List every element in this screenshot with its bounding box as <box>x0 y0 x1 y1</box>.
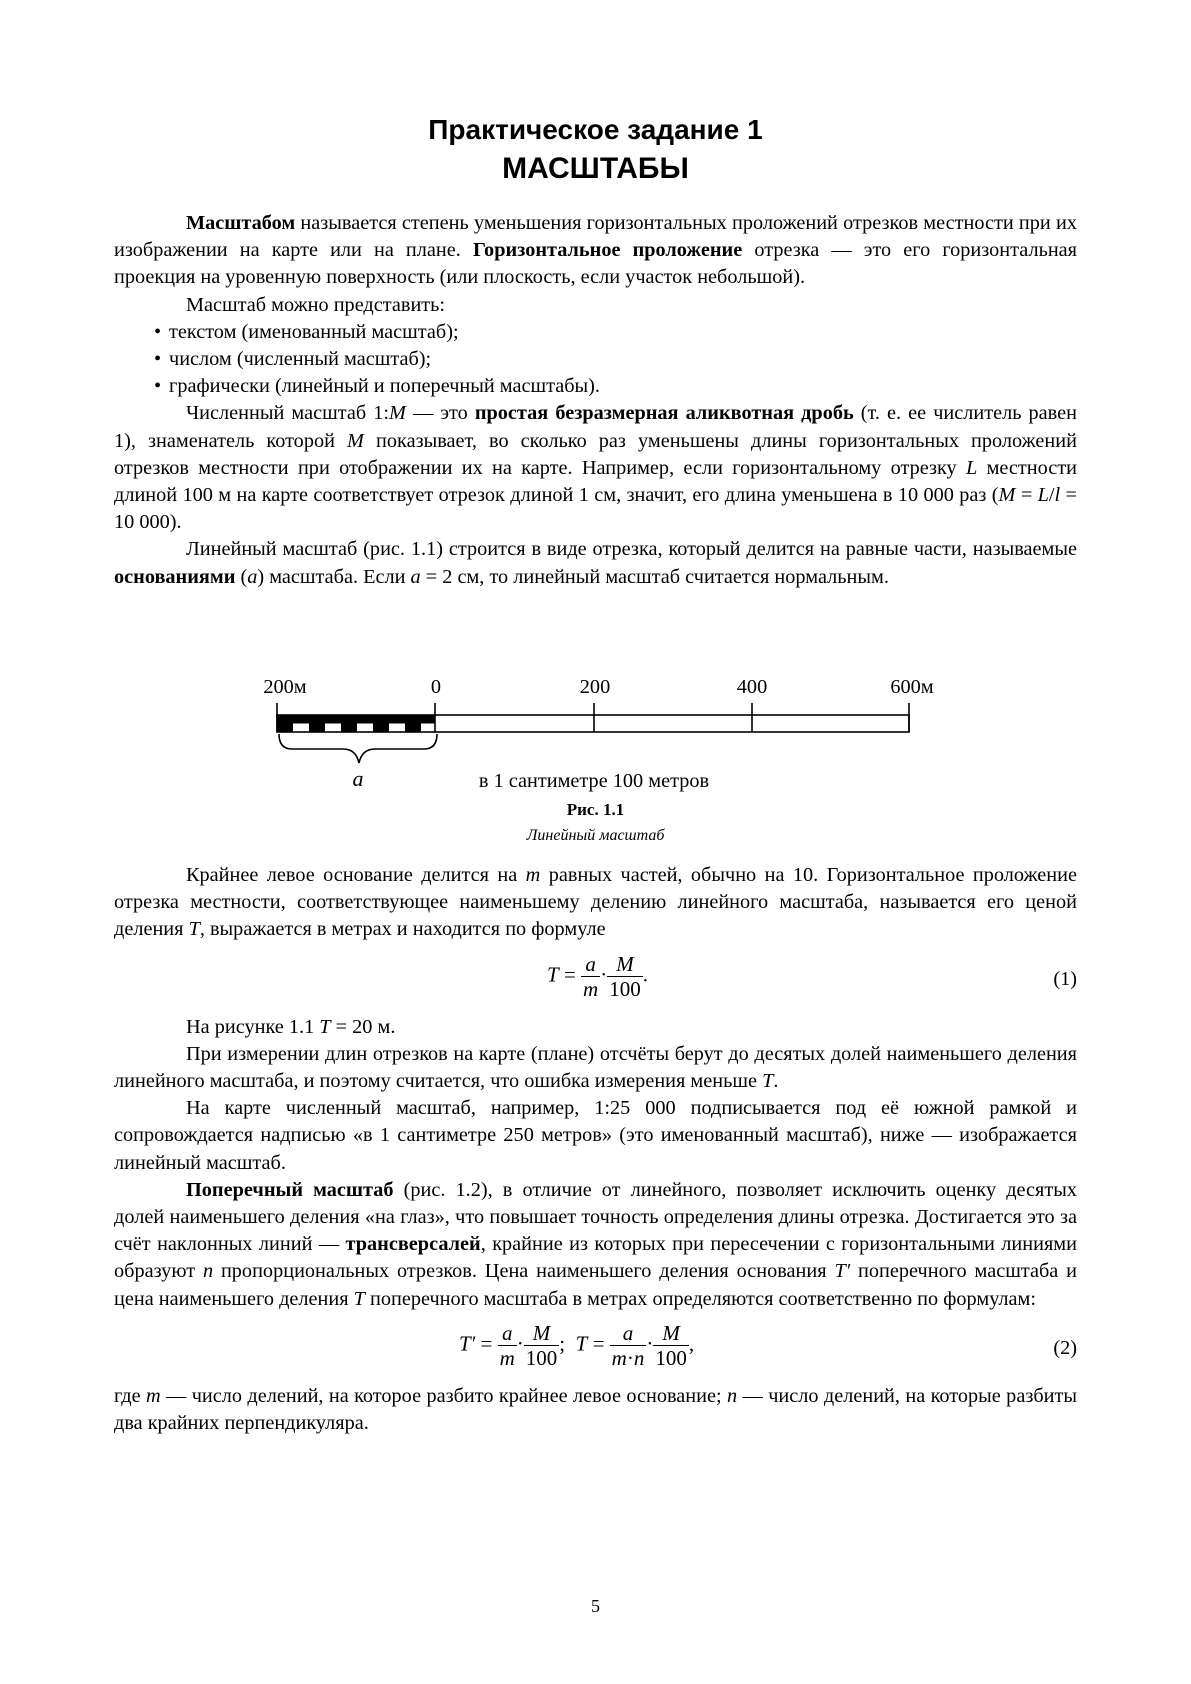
scale-label-400: 400 <box>736 676 768 698</box>
scale-label-200: 200 <box>579 676 611 698</box>
figure-caption-title: Линейный масштаб <box>526 827 665 844</box>
paragraph-linear-scale: Линейный масштаб (рис. 1.1) строится в виде отрезка, который делится на равные части, называемые основаниями (a) масштаба. Если a = 2 см, то линейный масштаб считается нормальным. <box>114 538 1077 588</box>
named-scale-label: в 1 сантиметре 100 метров <box>478 770 710 792</box>
paragraph-numeric-scale: Численный масштаб 1:M — это простая безразмерная аликвотная дробь (т. е. ее числитель равен 1), знаменатель которой M показывает, во сколько раз уменьшены длины горизонтальных проложений отрезков местности при отображении их на карте. Например, если горизонтальному отрезку L местности длиной 100 м на карте соответствует отрезок длиной 1 см, значит, его длина уменьшена в 10 000 раз (M = L/l = 10 000). <box>114 402 1077 534</box>
paragraph-where: где m — число делений, на которое разбито крайнее левое основание; n — число делений, на которые разбиты два крайних перпендикуляра. <box>114 1384 1077 1435</box>
paragraph-transverse-scale: Поперечный масштаб (рис. 1.2), в отличие от линейного, позволяет исключить оценку десятых долей наименьшего деления «на глаз», что повышает точность определения длины отрезка. Достигается это за счёт наклонных линий — трансверсалей, крайние из которых при пересечении с горизонтальными линиями образуют n пропорциональных отрезков. Цена наименьшего деления основания T′ поперечного масштаба и цена наименьшего деления T поперечного масштаба в метрах определяются соответственно по формулам: <box>114 1178 1077 1310</box>
body-bottom <box>114 862 1077 1437</box>
scale-subdivisions <box>277 715 435 732</box>
equation-number: (2) <box>1053 1336 1077 1359</box>
page-number: 5 <box>591 1596 600 1616</box>
page-subtitle: МАСШТАБЫ <box>502 152 689 185</box>
page-title: Практическое задание 1 <box>428 114 763 145</box>
paragraph-map-scale: На карте численный масштаб, например, 1:25 000 подписывается под её южной рамкой и сопровождается надписью «в 1 сантиметре 250 метров» (это именованный масштаб), ниже — изображается линейный масштаб. <box>114 1097 1077 1174</box>
list-item: • числом (численный масштаб); <box>169 346 1077 373</box>
formula-2: T′ = $\frac{a}{m}$ · $\frac{M}{100}$ ; T = $\frac{a}{m\cdot n}$ · $\frac{M}{100}$ , (2) <box>459 1320 1077 1370</box>
linear-scale-figure <box>0 0 1191 800</box>
brace-label: a <box>352 766 364 791</box>
paragraph-representation: Масштаб можно представить: <box>186 293 446 316</box>
paragraph-division-price: Крайнее левое основание делится на m равных частей, обычно на 10. Горизонтальное проложение отрезка местности, соответствующее наименьшему делению линейного масштаба, называется его ценой деления T, выражается в метрах и находится по формуле <box>114 864 1078 941</box>
scale-label-0: 0 <box>430 676 442 698</box>
list-item: • графически (линейный и поперечный масштабы). <box>169 373 1077 400</box>
paragraph-definition: Масштабом называется степень уменьшения горизонтальных проложений отрезков местности при их изображении на карте или на плане. Горизонтальное проложение отрезка — это его горизонтальная проекция на уровенную поверхность (или плоскость, если участок небольшой). <box>114 212 1077 289</box>
paragraph-measurement: При измерении длин отрезков на карте (плане) отсчёты берут до десятых долей наименьшего деления линейного масштаба, и поэтому считается, что ошибка измерения меньше T. <box>114 1042 1077 1093</box>
paragraph-example-t: На рисунке 1.1 T = 20 м. <box>186 1015 396 1038</box>
scale-label-600m: 600м <box>890 676 934 698</box>
figure-caption-number: Рис. 1.1 <box>566 800 625 819</box>
formula-1: T = $\frac{a}{m}$ · $\frac{M}{100}$ . (1) <box>547 951 1077 1001</box>
equation-number: (1) <box>1053 967 1077 990</box>
scale-label-200m: 200м <box>263 676 307 698</box>
list-item: • текстом (именованный масштаб); <box>169 319 1077 346</box>
brace <box>279 734 437 763</box>
